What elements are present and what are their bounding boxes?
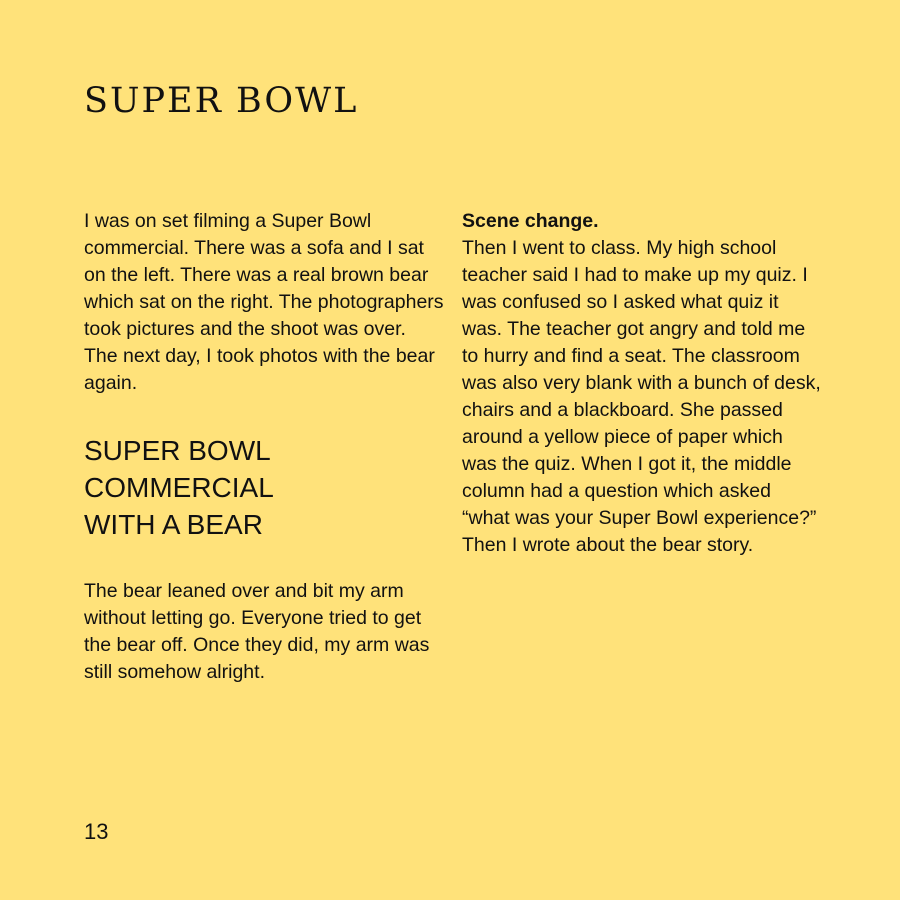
right-column <box>462 208 822 559</box>
intro-paragraph: I was on set filming a Super Bowl commercial. There was a sofa and I sat on the left. There was a real brown bear which sat on the right. The photographers took pictures and the shoot was over. The next day, I took photos with the bear again. <box>84 210 444 394</box>
section-heading-line-2: COMMERCIAL <box>84 472 274 503</box>
section-heading-line-3: WITH A BEAR <box>84 509 263 540</box>
page-title: SUPER BOWL <box>84 81 359 121</box>
classroom-paragraph: Then I went to class. My high school teacher said I had to make up my quiz. I was confused so I asked what quiz it was. The teacher got angry and told me to hurry and find a seat. The classroom was also very blank with a bunch of desk, chairs and a blackboard. She passed around a yellow piece of paper which was the quiz. When I got it, the middle column had a question which asked “what was your Super Bowl experience?” Then I wrote about the bear story. <box>462 237 821 556</box>
section-heading-line-1: SUPER BOWL <box>84 435 271 466</box>
left-column <box>84 208 444 686</box>
scene-change-label: Scene change. <box>462 210 599 232</box>
page-number: 13 <box>84 819 109 844</box>
bear-bite-paragraph: The bear leaned over and bit my arm without letting go. Everyone tried to get the bear off. Once they did, my arm was still somehow alright. <box>84 580 430 683</box>
section-heading <box>84 432 444 543</box>
